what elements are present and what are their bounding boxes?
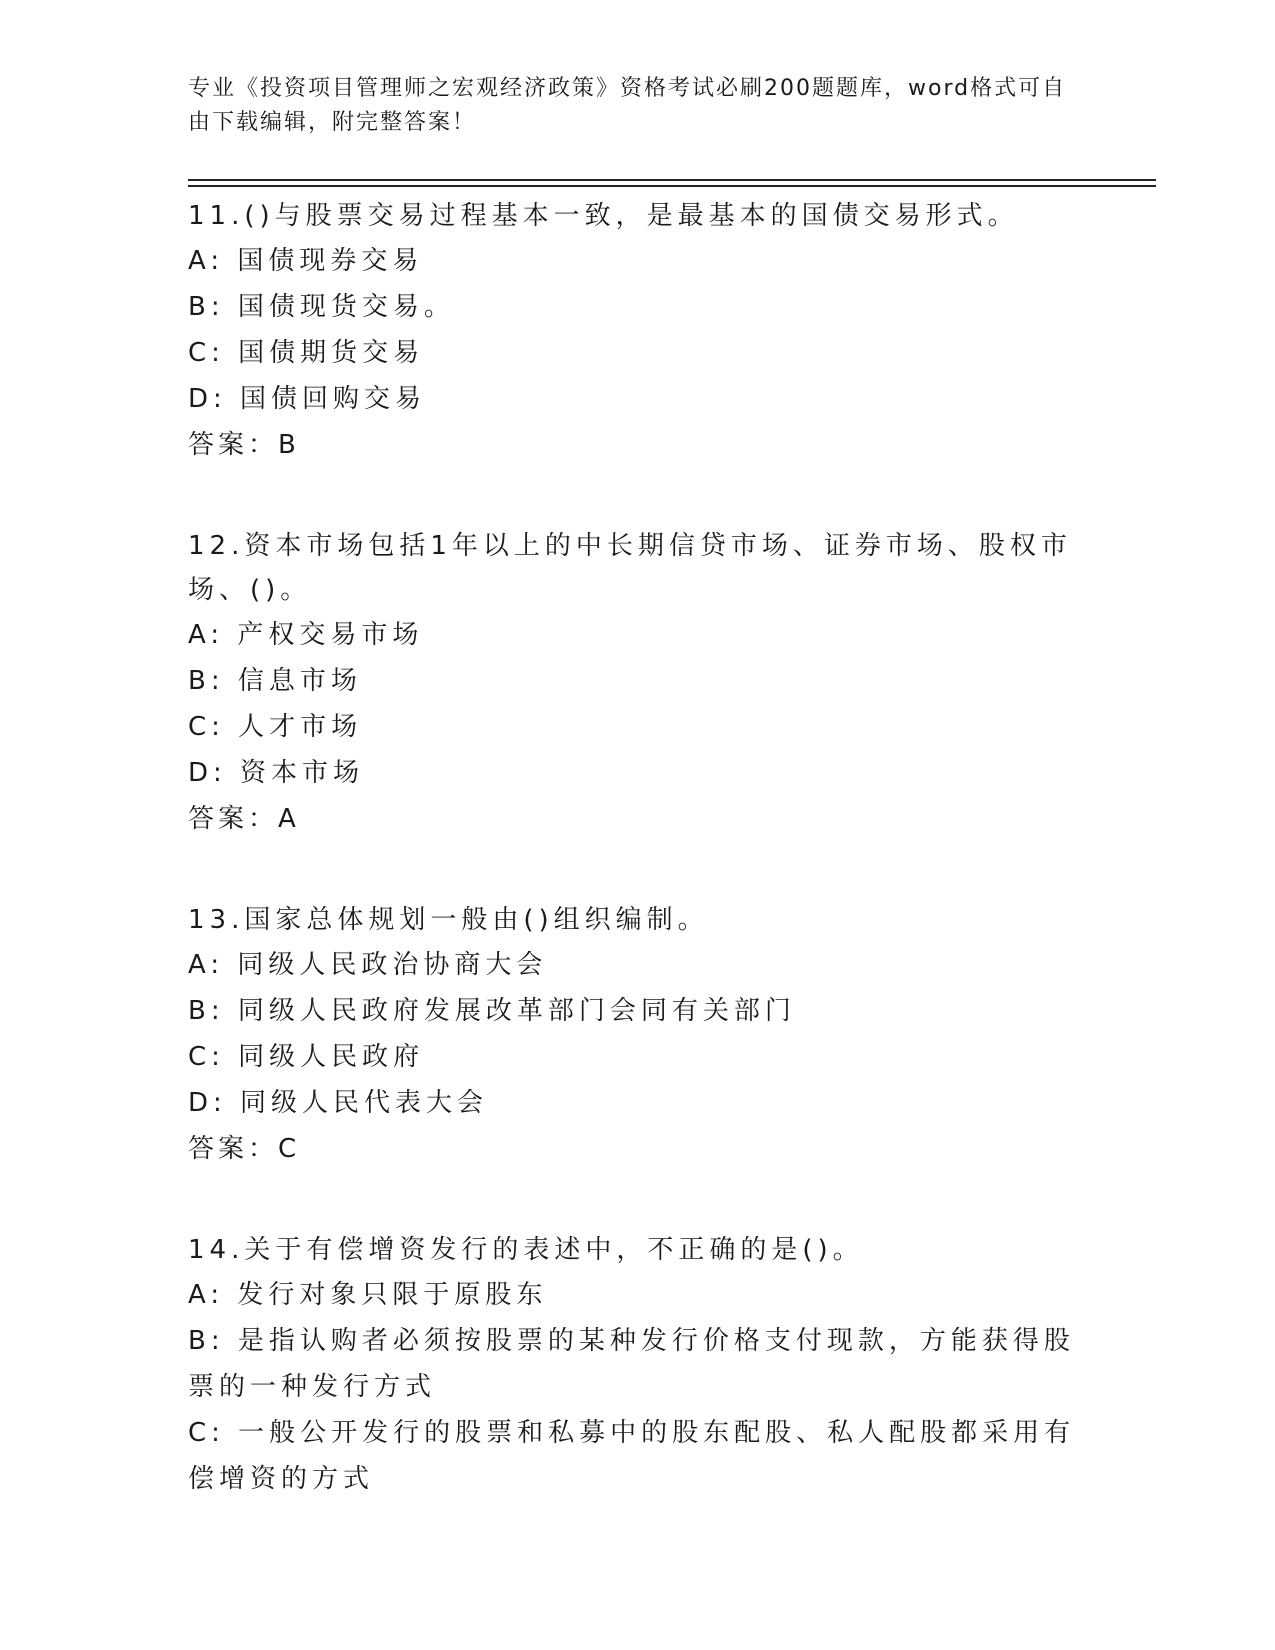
question-stem: 12.资本市场包括1年以上的中长期信贷市场、证券市场、股权市场、()。 bbox=[188, 531, 1072, 605]
option-d: D: 资本市场 bbox=[188, 758, 365, 788]
document-header: 专业《投资项目管理师之宏观经济政策》资格考试必刷200题题库，word格式可自由下载编辑，附完整答案！ bbox=[188, 76, 1067, 135]
answer: 答案：C bbox=[188, 1134, 301, 1164]
option-a: A: 同级人民政治协商大会 bbox=[188, 950, 548, 980]
option-d: D: 国债回购交易 bbox=[188, 384, 427, 414]
question-stem: 11.()与股票交易过程基本一致，是最基本的国债交易形式。 bbox=[188, 201, 1019, 231]
question-14 bbox=[188, 1228, 1088, 1502]
question-list bbox=[188, 192, 1088, 1558]
option-a: A: 产权交易市场 bbox=[188, 620, 424, 650]
question-stem: 13.国家总体规划一般由()组织编制。 bbox=[188, 905, 709, 935]
question-stem: 14.关于有偿增资发行的表述中，不正确的是()。 bbox=[188, 1235, 864, 1265]
header-rule-bottom bbox=[188, 185, 1156, 187]
option-a: A: 发行对象只限于原股东 bbox=[188, 1280, 548, 1310]
question-13 bbox=[188, 898, 1088, 1172]
option-c: C: 一般公开发行的股票和私募中的股东配股、私人配股都采用有偿增资的方式 bbox=[188, 1418, 1076, 1494]
option-b: B: 信息市场 bbox=[188, 666, 362, 696]
option-b: B: 是指认购者必须按股票的某种发行价格支付现款，方能获得股票的一种发行方式 bbox=[188, 1326, 1075, 1402]
option-a: A: 国债现券交易 bbox=[188, 246, 424, 276]
answer: 答案：B bbox=[188, 430, 300, 460]
header-rule-top bbox=[188, 179, 1156, 181]
option-b: B: 同级人民政府发展改革部门会同有关部门 bbox=[188, 996, 796, 1026]
answer: 答案：A bbox=[188, 804, 300, 834]
question-11 bbox=[188, 194, 1088, 468]
option-b: B: 国债现货交易。 bbox=[188, 292, 455, 322]
option-c: C: 国债期货交易 bbox=[188, 338, 425, 368]
option-d: D: 同级人民代表大会 bbox=[188, 1088, 489, 1118]
option-c: C: 人才市场 bbox=[188, 712, 363, 742]
option-c: C: 同级人民政府 bbox=[188, 1042, 425, 1072]
question-12 bbox=[188, 524, 1088, 842]
